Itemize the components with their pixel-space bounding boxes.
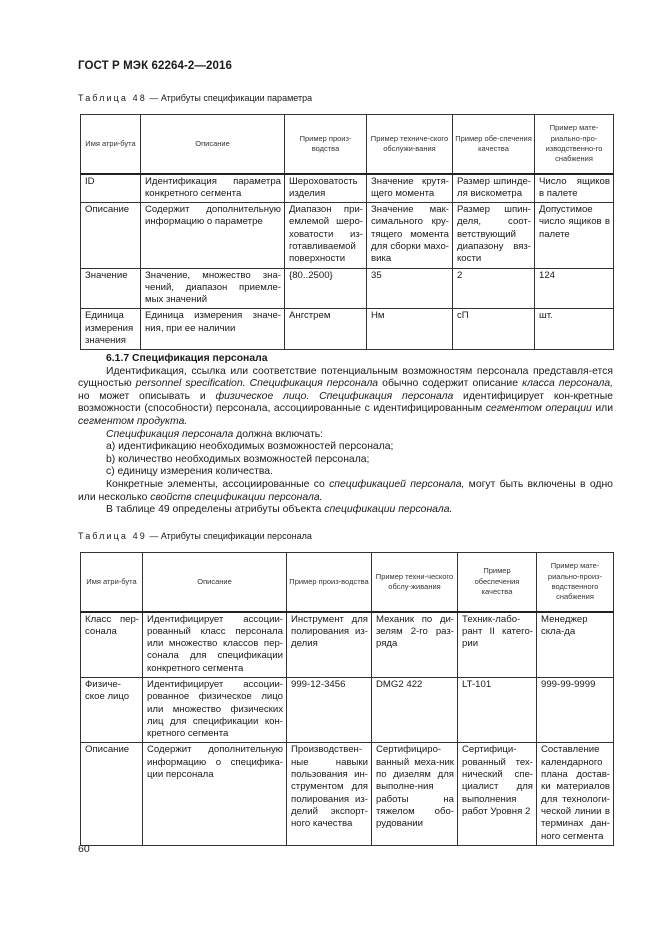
table-48: [80, 114, 614, 350]
table-cell: DMG2 422: [372, 677, 458, 742]
table-cell: LT-101: [458, 677, 537, 742]
attribute-name-cell: Описание: [81, 203, 141, 268]
table48-header-cell: Пример мате-риально-про-изводственно-го снабжения: [535, 115, 614, 174]
table-cell: Нм: [367, 309, 453, 350]
paragraph-4: В таблице 49 определены атрибуты объекта спецификации персонала.: [106, 504, 453, 516]
table-cell: 124: [535, 268, 614, 309]
table-cell: Идентифицирует ассоции-рованное физическое лицо или множество физических лиц для спецификации кон-кретного сегмента: [143, 677, 287, 742]
table-cell: Размер шпинде-ля вискометра: [453, 174, 535, 203]
table-cell: Производствен-ные навыки пользования ин-струментом для полирования из-делий экспорт-ного качества: [287, 743, 372, 845]
section-title: 6.1.7 Спецификация персонала: [106, 353, 268, 364]
table-cell: сП: [453, 309, 535, 350]
table-row: [81, 677, 614, 742]
table49-header-cell: Пример техни-ческого обслу-живания: [372, 553, 458, 612]
attribute-name-cell: ID: [81, 174, 141, 203]
table-cell: 35: [367, 268, 453, 309]
table48-header-cell: Пример произ-водства: [285, 115, 367, 174]
attribute-name-cell: Единица измерения значения: [81, 309, 141, 350]
table-cell: Содержит дополнительную информацию о специфика-ции персонала: [143, 743, 287, 845]
table48-caption-text: — Атрибуты спецификации параметра: [149, 93, 313, 103]
table-cell: Составление календарного плана достав-ки материалов для технологи-ческой линии в терминах дан-ного сегмента: [537, 743, 614, 845]
table-cell: Сертифициро-ванный меха-ник по дизелям для выполне-ния работы на тяжелом обо-рудовании: [372, 743, 458, 845]
table49-header-cell: Описание: [143, 553, 287, 612]
list-item-a: a) идентификацию необходимых возможностей персонала;: [106, 441, 394, 453]
table49-header-cell: Имя атри-бута: [81, 553, 143, 612]
attribute-name-cell: Физиче-ское лицо: [81, 677, 143, 742]
table-cell: Размер шпин-деля, соот-ветствующий диапазону вяз-кости: [453, 203, 535, 268]
attribute-name-cell: Значение: [81, 268, 141, 309]
table-cell: Механик по ди-зелям 2-го раз-ряда: [372, 612, 458, 678]
table-row: [81, 743, 614, 845]
table-49: [80, 552, 614, 846]
paragraph-3: Конкретные элементы, ассоциированные со спецификацией персонала, могут быть включены в одно или несколько свойств спецификации персонала.: [78, 478, 613, 503]
table49-label: Таблица 49: [78, 531, 147, 541]
table49-caption-text: — Атрибуты спецификации персонала: [149, 531, 312, 541]
table48-header-cell: Пример обе-спечения качества: [453, 115, 535, 174]
table-cell: Диапазон при-емлемой шеро-ховатости из-готавливаемой поверхности: [285, 203, 367, 268]
table49-header-cell: Пример произ-водства: [287, 553, 372, 612]
list-item-b: b) количество необходимых возможностей персонала;: [106, 453, 370, 465]
attribute-name-cell: Описание: [81, 743, 143, 845]
table-cell: 999-99-9999: [537, 677, 614, 742]
table49-caption: [78, 531, 312, 541]
table-cell: Менеджер скла-да: [537, 612, 614, 678]
table-cell: Ангстрем: [285, 309, 367, 350]
table48-header-row: [81, 115, 614, 174]
table-cell: шт.: [535, 309, 614, 350]
table-cell: Идентификация параметра конкретного сегмента: [141, 174, 285, 203]
table-row: [81, 309, 614, 350]
paragraph-2: Спецификация персонала должна включать:: [106, 428, 324, 440]
table-cell: {80..2500}: [285, 268, 367, 309]
table49-header-row: [81, 553, 614, 612]
list-item-c: c) единицу измерения количества.: [106, 466, 273, 478]
table48-label: Таблица 48: [78, 93, 147, 103]
table-cell: Значение мак-симального кру-тящего момента для сборки махо-вика: [367, 203, 453, 268]
table-row: [81, 174, 614, 203]
table-cell: Сертифици-рованный тех-нический спе-циалист для выполнения работ Уровня 2: [458, 743, 537, 845]
table-cell: 999-12-3456: [287, 677, 372, 742]
table49-header-cell: Пример обеспечения качества: [458, 553, 537, 612]
table49-header-cell: Пример мате-риально-произ-водственного снабжения: [537, 553, 614, 612]
table48-caption: [78, 93, 312, 103]
table-cell: Допустимое число ящиков в палете: [535, 203, 614, 268]
table-cell: Единица измерения значе-ния, при ее наличии: [141, 309, 285, 350]
section-6-1-7: [78, 353, 613, 517]
table-row: [81, 203, 614, 268]
table-cell: Инструмент для полирования из-делия: [287, 612, 372, 678]
paragraph-1: Идентификация, ссылка или соответствие потенциальным возможностям персонала представля-ется сущностью personnel specification. Спецификация персонала обычно содержит описание класса персонала, но может описывать и физическое лицо. Спецификация персонала идентифицирует кон-кретные возможности (способности) персонала, ассоциированные с идентифицированным сегментом операции или сегментом продукта.: [78, 365, 614, 427]
table-row: [81, 268, 614, 309]
table-cell: Идентифицирует ассоции-рованный класс персонала или множество классов пер-сонала для спецификации конкретного сегмента: [143, 612, 287, 678]
table-cell: Шероховатость изделия: [285, 174, 367, 203]
table-row: [81, 612, 614, 678]
table-cell: Число ящиков в палете: [535, 174, 614, 203]
table-cell: Значение крутя-щего момента: [367, 174, 453, 203]
table-cell: Техник-лабо-рант II катего-рии: [458, 612, 537, 678]
document-header: ГОСТ Р МЭК 62264-2—2016: [78, 60, 232, 72]
table48-header-cell: Описание: [141, 115, 285, 174]
table48-header-cell: Пример техниче-ского обслужи-вания: [367, 115, 453, 174]
table-cell: 2: [453, 268, 535, 309]
page-number: 60: [78, 843, 90, 855]
table-cell: Содержит дополнительную информацию о параметре: [141, 203, 285, 268]
table48-header-cell: Имя атри-бута: [81, 115, 141, 174]
attribute-name-cell: Класс пер-сонала: [81, 612, 143, 678]
table-cell: Значение, множество зна-чений, диапазон приемле-мых значений: [141, 268, 285, 309]
